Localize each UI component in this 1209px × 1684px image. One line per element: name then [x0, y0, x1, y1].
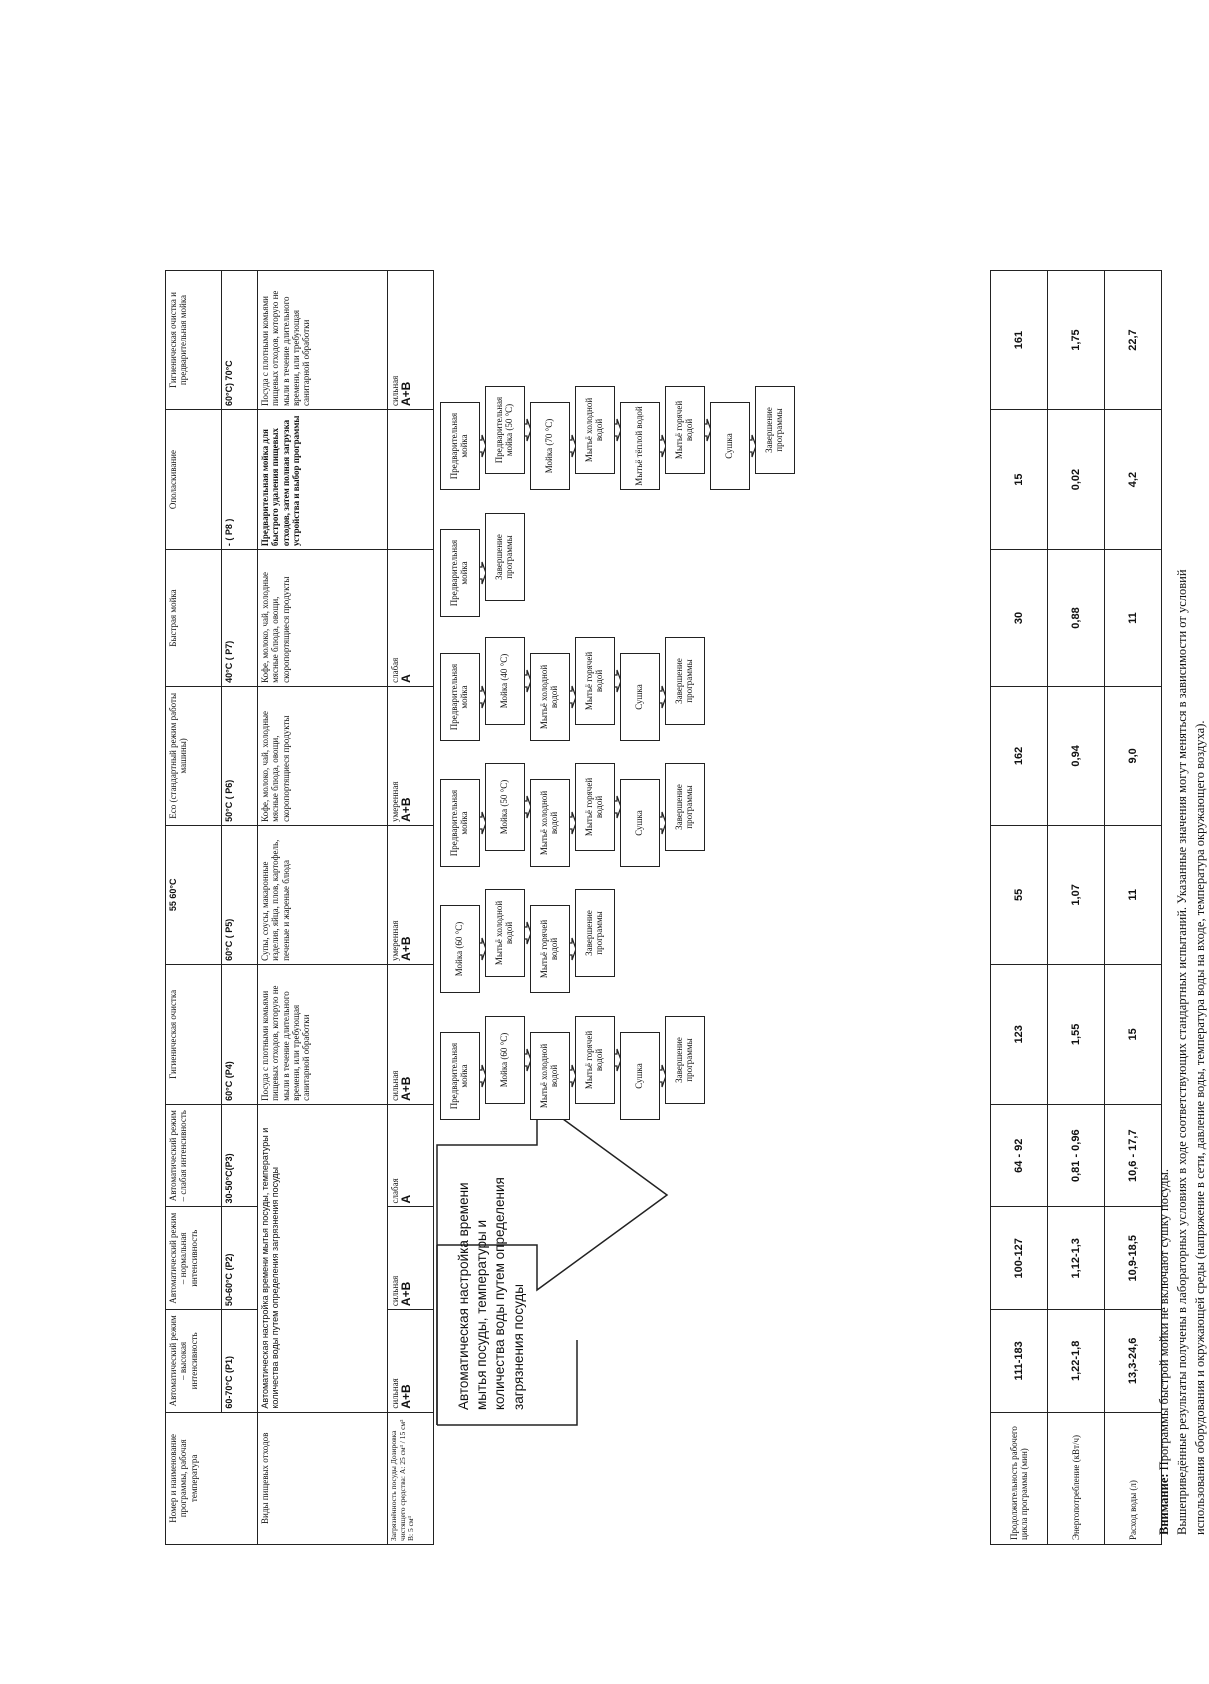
flow-step-p9-2: Предварительная мойка (50 °C)	[485, 386, 525, 474]
auto-adjust-text-header: Автоматическая настройка времени мытья посуды, температуры и количества воды путем определения загрязнения посуды	[258, 1104, 388, 1412]
water-p5: 11	[1105, 825, 1162, 964]
energy-p9: 1,75	[1048, 271, 1105, 410]
energy-row	[1048, 271, 1105, 1545]
soil-level: сильная	[390, 1378, 400, 1409]
waste-p6: Кофе, молоко, чай, холодные мясные блюда, овощи, скоропортящиеся продукты	[258, 686, 388, 825]
flow-step-p6-1: Предварительная мойка	[440, 779, 480, 867]
waste-p8: Предварительная мойка для быстрого удаления пищевых отходов, затем полная загрузка устройства и выбор программы	[258, 410, 388, 550]
row-label-waste: Виды пищевых отходов	[258, 1412, 388, 1544]
program-name-p3: Автоматический режим – слабая интенсивность	[166, 1104, 222, 1207]
flow-step-p4-6: Завершение программы	[665, 1016, 705, 1104]
program-name-p5: 55 60°C	[166, 825, 222, 964]
energy-p8: 0,02	[1048, 410, 1105, 550]
energy-p6: 0,94	[1048, 686, 1105, 825]
soil-level: умеренная	[390, 920, 400, 961]
energy-p7: 0,88	[1048, 550, 1105, 687]
attention-label: Внимание:	[1157, 1473, 1171, 1535]
energy-p4: 1,55	[1048, 964, 1105, 1104]
energy-p5: 1,07	[1048, 825, 1105, 964]
water-p4: 15	[1105, 964, 1162, 1104]
flow-step-p9-3: Мойка (70 °C)	[530, 402, 570, 490]
energy-p3: 0,81 - 0,96	[1048, 1104, 1105, 1207]
temp-p8: - ( P8 )	[222, 410, 258, 550]
flow-step-p7-3: Мытьё холодной водой	[530, 653, 570, 741]
note-line-2: Вышеприведённые результаты получены в лабораторных условиях в ходе соответствующих стандартных испытаний. Указанные значения могут меняться в зависимости от условий	[1175, 569, 1190, 1535]
flow-step-p5-3: Мытьё горячей водой	[530, 905, 570, 993]
temp-p1: 60-70°C (P1)	[222, 1310, 258, 1413]
detergent-code: А	[399, 674, 414, 683]
program-name-p9: Гигиеническая очистка и предварительная мойка	[166, 271, 222, 410]
temp-p7: 40°C ( P7)	[222, 550, 258, 687]
water-label: Расход воды (л)	[1105, 1412, 1162, 1544]
water-p1: 13,3-24,6	[1105, 1310, 1162, 1413]
flow-step-p5-2: Мытьё холодной водой	[485, 889, 525, 977]
water-p9: 22,7	[1105, 271, 1162, 410]
soil-level: слабая	[390, 657, 400, 683]
flow-step-p4-2: Мойка (60 °C)	[485, 1016, 525, 1104]
temp-p2: 50-60°C (P2)	[222, 1207, 258, 1310]
water-row	[1105, 271, 1162, 1545]
flow-step-p7-5: Сушка	[620, 653, 660, 741]
water-p6: 9,0	[1105, 686, 1162, 825]
water-p7: 11	[1105, 550, 1162, 687]
flow-step-p4-5: Сушка	[620, 1032, 660, 1120]
row-label-soil: Загрязнённость посуды Дозировка чистящего средства: А: 25 см³ / 15 см³ В: 5 см³	[388, 1412, 434, 1544]
water-p3: 10,6 - 17,7	[1105, 1104, 1162, 1207]
detergent-code: А	[399, 1194, 414, 1204]
flow-step-p4-3: Мытьё холодной водой	[530, 1032, 570, 1120]
duration-p8: 15	[991, 410, 1048, 550]
flow-step-p9-1: Предварительная мойка	[440, 402, 480, 490]
flow-step-p7-1: Предварительная мойка	[440, 653, 480, 741]
program-name-p1: Автоматический режим – высокая интенсивность	[166, 1310, 222, 1413]
duration-p9: 161	[991, 271, 1048, 410]
flow-step-p9-5: Мытьё тёплой водой	[620, 402, 660, 490]
duration-p7: 30	[991, 550, 1048, 687]
energy-label: Энергопотребление (кВт/ч)	[1048, 1412, 1105, 1544]
row-label-program: Номер и наименование программы, рабочая температура	[166, 1412, 258, 1544]
duration-row	[991, 271, 1048, 1545]
duration-p1: 111-183	[991, 1310, 1048, 1413]
duration-label: Продолжительность рабочего цикла программы (мин)	[991, 1412, 1048, 1544]
attention-note	[1155, 270, 1173, 1535]
program-name-p8: Ополаскивание	[166, 410, 222, 550]
water-p2: 10,9-18,5	[1105, 1207, 1162, 1310]
soil-level: умеренная	[390, 781, 400, 822]
energy-p2: 1,12-1,3	[1048, 1207, 1105, 1310]
flow-step-p7-2: Мойка (40 °C)	[485, 637, 525, 725]
flow-step-p6-5: Сушка	[620, 779, 660, 867]
temp-p3: 30-50°C(P3)	[222, 1104, 258, 1207]
temp-p4: 60°C (P4)	[222, 964, 258, 1104]
duration-p3: 64 - 92	[991, 1104, 1048, 1207]
flow-step-p8-2: Завершение программы	[485, 513, 525, 601]
program-name-p6: Eco (стандартный режим работы машины)	[166, 686, 222, 825]
soil-level: сильная	[390, 1070, 400, 1101]
flow-step-p5-1: Мойка (60 °C)	[440, 905, 480, 993]
program-name-p4: Гигиеническая очистка	[166, 964, 222, 1104]
flow-step-p6-6: Завершение программы	[665, 763, 705, 851]
program-name-p2: Автоматический режим – нормальная интенсивность	[166, 1207, 222, 1310]
flow-step-p7-6: Завершение программы	[665, 637, 705, 725]
waste-p4: Посуда с плотными комьями пищевых отходов, которую не мыли в течение длительного времени, или требующая санитарной обработки	[258, 964, 388, 1104]
detergent-code: А+В	[399, 1076, 414, 1101]
attention-text: Программы быстрой мойки не включают сушку посуды.	[1157, 1169, 1171, 1474]
results-table	[990, 270, 1162, 1545]
temp-p6: 50°C ( P6)	[222, 686, 258, 825]
flow-step-p9-8: Завершение программы	[755, 386, 795, 474]
detergent-code: А+В	[399, 1384, 414, 1409]
duration-p4: 123	[991, 964, 1048, 1104]
water-p8: 4,2	[1105, 410, 1162, 550]
temp-p5: 60°C ( P5)	[222, 825, 258, 964]
flow-step-p5-4: Завершение программы	[575, 889, 615, 977]
soil-level: сильная	[390, 1275, 400, 1307]
waste-p9: Посуда с плотными комьями пищевых отходов, которую не мыли в течение длительного времени, или требующая санитарной обработки	[258, 271, 388, 410]
flow-step-p6-3: Мытьё холодной водой	[530, 779, 570, 867]
duration-p6: 162	[991, 686, 1048, 825]
flow-step-p9-4: Мытьё холодной водой	[575, 386, 615, 474]
detergent-code: А+В	[399, 797, 414, 822]
rotated-table-sheet	[165, 270, 1208, 1545]
waste-p7: Кофе, молоко, чай, холодные мясные блюда, овощи, скоропортящиеся продукты	[258, 550, 388, 687]
auto-adjust-text-flow: Автоматическая настройка времени мытья посуды, температуры и количества воды путем определения загрязнения посуды	[456, 1177, 526, 1410]
flow-step-p7-4: Мытьё горячей водой	[575, 637, 615, 725]
detergent-code: А+В	[399, 1281, 414, 1307]
flow-step-p6-2: Мойка (50 °C)	[485, 763, 525, 851]
flow-step-p9-7: Сушка	[710, 402, 750, 490]
flow-step-p6-4: Мытьё горячей водой	[575, 763, 615, 851]
duration-p5: 55	[991, 825, 1048, 964]
waste-p5: Супы, соусы, макаронные изделия, яйца, плов, картофель, печеные и жареные блюда	[258, 825, 388, 964]
flow-step-p8-1: Предварительная мойка	[440, 529, 480, 617]
program-name-p7: Быстрая мойка	[166, 550, 222, 687]
note-line-3: использования оборудования и окружающей среды (напряжение в сети, давление воды, температура воды на входе, температура окружающего воздуха).	[1193, 720, 1208, 1535]
detergent-code: А+В	[399, 936, 414, 961]
temp-p9: 60°C) 70°C	[222, 271, 258, 410]
flow-step-p4-4: Мытьё горячей водой	[575, 1016, 615, 1104]
detergent-code: А+В	[399, 381, 414, 407]
duration-p2: 100-127	[991, 1207, 1048, 1310]
soil-level: сильная	[390, 375, 400, 407]
energy-p1: 1,22-1,8	[1048, 1310, 1105, 1413]
flow-step-p9-6: Мытьё горячей водой	[665, 386, 705, 474]
flow-step-p4-1: Предварительная мойка	[440, 1032, 480, 1120]
soil-level: слабая	[390, 1178, 400, 1204]
footnotes	[1155, 270, 1209, 1535]
